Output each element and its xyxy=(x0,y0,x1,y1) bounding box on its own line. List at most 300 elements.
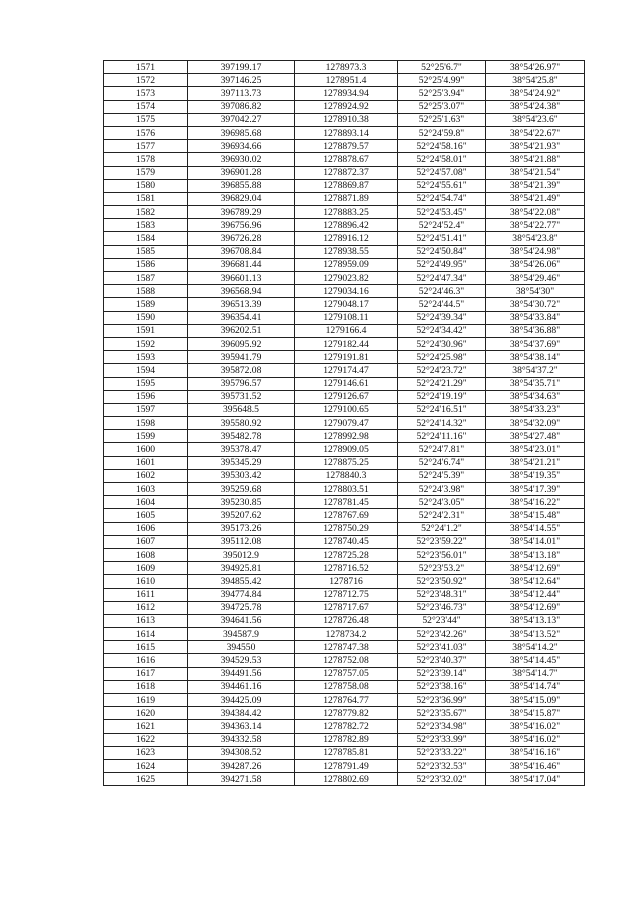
x-coordinate-cell: 395112.08 xyxy=(188,535,295,548)
latitude-cell: 52°24'14.32" xyxy=(398,417,486,430)
y-coordinate-cell: 1278869.87 xyxy=(295,179,398,192)
latitude-cell: 52°24'3.98" xyxy=(398,483,486,496)
latitude-cell: 52°24'1.2" xyxy=(398,522,486,535)
longitude-cell: 38°54'34.63" xyxy=(486,390,585,403)
table-row xyxy=(104,232,585,245)
y-coordinate-cell: 1278726.48 xyxy=(295,614,398,627)
point-number-cell: 1593 xyxy=(104,351,188,364)
table-row xyxy=(104,390,585,403)
latitude-cell: 52°25'3.07" xyxy=(398,100,486,113)
longitude-cell: 38°54'12.69" xyxy=(486,562,585,575)
table-row xyxy=(104,720,585,733)
table-row xyxy=(104,733,585,746)
y-coordinate-cell: 1278717.67 xyxy=(295,601,398,614)
longitude-cell: 38°54'21.88" xyxy=(486,153,585,166)
latitude-cell: 52°24'19.19" xyxy=(398,390,486,403)
x-coordinate-cell: 394529.53 xyxy=(188,654,295,667)
latitude-cell: 52°23'44" xyxy=(398,614,486,627)
longitude-cell: 38°54'17.39" xyxy=(486,483,585,496)
latitude-cell: 52°24'59.8" xyxy=(398,126,486,139)
table-row xyxy=(104,759,585,772)
x-coordinate-cell: 396934.66 xyxy=(188,140,295,153)
table-row xyxy=(104,562,585,575)
longitude-cell: 38°54'33.84" xyxy=(486,311,585,324)
point-number-cell: 1615 xyxy=(104,641,188,654)
table-row xyxy=(104,667,585,680)
x-coordinate-cell: 394425.09 xyxy=(188,694,295,707)
x-coordinate-cell: 397086.82 xyxy=(188,100,295,113)
x-coordinate-cell: 395872.08 xyxy=(188,364,295,377)
y-coordinate-cell: 1279191.81 xyxy=(295,351,398,364)
y-coordinate-cell: 1279108.11 xyxy=(295,311,398,324)
table-row xyxy=(104,74,585,87)
table-row xyxy=(104,245,585,258)
table-row xyxy=(104,87,585,100)
y-coordinate-cell: 1278716 xyxy=(295,575,398,588)
point-number-cell: 1594 xyxy=(104,364,188,377)
longitude-cell: 38°54'38.14" xyxy=(486,351,585,364)
longitude-cell: 38°54'27.48" xyxy=(486,430,585,443)
table-row xyxy=(104,628,585,641)
longitude-cell: 38°54'17.04" xyxy=(486,773,585,786)
table-row xyxy=(104,324,585,337)
x-coordinate-cell: 395482.78 xyxy=(188,430,295,443)
longitude-cell: 38°54'15.09" xyxy=(486,694,585,707)
table-row xyxy=(104,654,585,667)
longitude-cell: 38°54'15.87" xyxy=(486,707,585,720)
latitude-cell: 52°24'3.05" xyxy=(398,496,486,509)
y-coordinate-cell: 1278910.38 xyxy=(295,113,398,126)
table-row xyxy=(104,258,585,271)
latitude-cell: 52°24'58.16" xyxy=(398,140,486,153)
point-number-cell: 1571 xyxy=(104,61,188,74)
y-coordinate-cell: 1278879.57 xyxy=(295,140,398,153)
table-row xyxy=(104,153,585,166)
latitude-cell: 52°25'6.7" xyxy=(398,61,486,74)
point-number-cell: 1577 xyxy=(104,140,188,153)
table-row xyxy=(104,126,585,139)
longitude-cell: 38°54'13.52" xyxy=(486,628,585,641)
y-coordinate-cell: 1278992.98 xyxy=(295,430,398,443)
longitude-cell: 38°54'35.71" xyxy=(486,377,585,390)
x-coordinate-cell: 394550 xyxy=(188,641,295,654)
y-coordinate-cell: 1279166.4 xyxy=(295,324,398,337)
y-coordinate-cell: 1278781.45 xyxy=(295,496,398,509)
y-coordinate-cell: 1279100.65 xyxy=(295,403,398,416)
x-coordinate-cell: 396726.28 xyxy=(188,232,295,245)
y-coordinate-cell: 1278934.94 xyxy=(295,87,398,100)
point-number-cell: 1583 xyxy=(104,219,188,232)
table-row xyxy=(104,680,585,693)
y-coordinate-cell: 1278757.05 xyxy=(295,667,398,680)
longitude-cell: 38°54'13.18" xyxy=(486,548,585,561)
x-coordinate-cell: 396789.29 xyxy=(188,206,295,219)
latitude-cell: 52°23'56.01" xyxy=(398,548,486,561)
x-coordinate-cell: 396901.28 xyxy=(188,166,295,179)
longitude-cell: 38°54'15.48" xyxy=(486,509,585,522)
point-number-cell: 1574 xyxy=(104,100,188,113)
point-number-cell: 1591 xyxy=(104,324,188,337)
latitude-cell: 52°24'16.51" xyxy=(398,403,486,416)
x-coordinate-cell: 397146.25 xyxy=(188,74,295,87)
x-coordinate-cell: 394363.14 xyxy=(188,720,295,733)
y-coordinate-cell: 1278959.09 xyxy=(295,258,398,271)
latitude-cell: 52°23'33.99" xyxy=(398,733,486,746)
table-row xyxy=(104,166,585,179)
x-coordinate-cell: 396829.04 xyxy=(188,192,295,205)
table-row xyxy=(104,192,585,205)
table-row xyxy=(104,337,585,350)
latitude-cell: 52°25'1.63" xyxy=(398,113,486,126)
latitude-cell: 52°24'2.31" xyxy=(398,509,486,522)
latitude-cell: 52°24'54.74" xyxy=(398,192,486,205)
x-coordinate-cell: 394461.16 xyxy=(188,680,295,693)
longitude-cell: 38°54'22.77" xyxy=(486,219,585,232)
y-coordinate-cell: 1278878.67 xyxy=(295,153,398,166)
longitude-cell: 38°54'16.46" xyxy=(486,759,585,772)
y-coordinate-cell: 1278779.82 xyxy=(295,707,398,720)
point-number-cell: 1621 xyxy=(104,720,188,733)
latitude-cell: 52°24'34.42" xyxy=(398,324,486,337)
table-row xyxy=(104,456,585,469)
latitude-cell: 52°24'50.84" xyxy=(398,245,486,258)
y-coordinate-cell: 1278938.55 xyxy=(295,245,398,258)
point-number-cell: 1608 xyxy=(104,548,188,561)
point-number-cell: 1575 xyxy=(104,113,188,126)
x-coordinate-cell: 394925.81 xyxy=(188,562,295,575)
point-number-cell: 1579 xyxy=(104,166,188,179)
y-coordinate-cell: 1278764.77 xyxy=(295,694,398,707)
latitude-cell: 52°24'7.81" xyxy=(398,443,486,456)
point-number-cell: 1609 xyxy=(104,562,188,575)
longitude-cell: 38°54'24.92" xyxy=(486,87,585,100)
point-number-cell: 1616 xyxy=(104,654,188,667)
point-number-cell: 1622 xyxy=(104,733,188,746)
latitude-cell: 52°24'55.61" xyxy=(398,179,486,192)
x-coordinate-cell: 394855.42 xyxy=(188,575,295,588)
table-row xyxy=(104,272,585,285)
latitude-cell: 52°25'4.99" xyxy=(398,74,486,87)
point-number-cell: 1602 xyxy=(104,469,188,482)
table-row xyxy=(104,285,585,298)
y-coordinate-cell: 1278916.12 xyxy=(295,232,398,245)
point-number-cell: 1611 xyxy=(104,588,188,601)
longitude-cell: 38°54'36.88" xyxy=(486,324,585,337)
x-coordinate-cell: 394332.58 xyxy=(188,733,295,746)
y-coordinate-cell: 1279079.47 xyxy=(295,417,398,430)
table-row xyxy=(104,443,585,456)
x-coordinate-cell: 396601.13 xyxy=(188,272,295,285)
y-coordinate-cell: 1278734.2 xyxy=(295,628,398,641)
longitude-cell: 38°54'14.2" xyxy=(486,641,585,654)
latitude-cell: 52°23'42.26" xyxy=(398,628,486,641)
point-number-cell: 1573 xyxy=(104,87,188,100)
point-number-cell: 1620 xyxy=(104,707,188,720)
x-coordinate-cell: 396930.02 xyxy=(188,153,295,166)
y-coordinate-cell: 1278802.69 xyxy=(295,773,398,786)
point-number-cell: 1624 xyxy=(104,759,188,772)
longitude-cell: 38°54'14.45" xyxy=(486,654,585,667)
latitude-cell: 52°24'30.96" xyxy=(398,337,486,350)
x-coordinate-cell: 395378.47 xyxy=(188,443,295,456)
table-row xyxy=(104,377,585,390)
y-coordinate-cell: 1278750.29 xyxy=(295,522,398,535)
x-coordinate-cell: 394774.84 xyxy=(188,588,295,601)
longitude-cell: 38°54'14.01" xyxy=(486,535,585,548)
point-number-cell: 1585 xyxy=(104,245,188,258)
longitude-cell: 38°54'26.06" xyxy=(486,258,585,271)
y-coordinate-cell: 1278758.08 xyxy=(295,680,398,693)
x-coordinate-cell: 394287.26 xyxy=(188,759,295,772)
table-row xyxy=(104,496,585,509)
point-number-cell: 1623 xyxy=(104,746,188,759)
x-coordinate-cell: 396708.84 xyxy=(188,245,295,258)
longitude-cell: 38°54'25.8" xyxy=(486,74,585,87)
x-coordinate-cell: 396756.96 xyxy=(188,219,295,232)
point-number-cell: 1598 xyxy=(104,417,188,430)
longitude-cell: 38°54'24.38" xyxy=(486,100,585,113)
table-row xyxy=(104,430,585,443)
y-coordinate-cell: 1279048.17 xyxy=(295,298,398,311)
y-coordinate-cell: 1278791.49 xyxy=(295,759,398,772)
table-row xyxy=(104,641,585,654)
point-number-cell: 1619 xyxy=(104,694,188,707)
table-row xyxy=(104,522,585,535)
y-coordinate-cell: 1278725.28 xyxy=(295,548,398,561)
x-coordinate-cell: 395731.52 xyxy=(188,390,295,403)
latitude-cell: 52°23'41.03" xyxy=(398,641,486,654)
y-coordinate-cell: 1278712.75 xyxy=(295,588,398,601)
point-number-cell: 1600 xyxy=(104,443,188,456)
y-coordinate-cell: 1278883.25 xyxy=(295,206,398,219)
table-row xyxy=(104,548,585,561)
latitude-cell: 52°24'46.3" xyxy=(398,285,486,298)
longitude-cell: 38°54'19.35" xyxy=(486,469,585,482)
table-row xyxy=(104,509,585,522)
latitude-cell: 52°24'44.5" xyxy=(398,298,486,311)
x-coordinate-cell: 396513.39 xyxy=(188,298,295,311)
y-coordinate-cell: 1279126.67 xyxy=(295,390,398,403)
longitude-cell: 38°54'37.2" xyxy=(486,364,585,377)
y-coordinate-cell: 1278785.81 xyxy=(295,746,398,759)
latitude-cell: 52°23'32.02" xyxy=(398,773,486,786)
x-coordinate-cell: 395796.57 xyxy=(188,377,295,390)
latitude-cell: 52°23'32.53" xyxy=(398,759,486,772)
point-number-cell: 1580 xyxy=(104,179,188,192)
latitude-cell: 52°24'5.39" xyxy=(398,469,486,482)
latitude-cell: 52°24'53.45" xyxy=(398,206,486,219)
point-number-cell: 1599 xyxy=(104,430,188,443)
longitude-cell: 38°54'14.55" xyxy=(486,522,585,535)
latitude-cell: 52°24'47.34" xyxy=(398,272,486,285)
table-row xyxy=(104,575,585,588)
longitude-cell: 38°54'14.74" xyxy=(486,680,585,693)
longitude-cell: 38°54'33.23" xyxy=(486,403,585,416)
x-coordinate-cell: 396855.88 xyxy=(188,179,295,192)
latitude-cell: 52°24'52.4" xyxy=(398,219,486,232)
y-coordinate-cell: 1278740.45 xyxy=(295,535,398,548)
longitude-cell: 38°54'23.01" xyxy=(486,443,585,456)
latitude-cell: 52°24'11.16" xyxy=(398,430,486,443)
longitude-cell: 38°54'21.93" xyxy=(486,140,585,153)
table-row xyxy=(104,364,585,377)
x-coordinate-cell: 394641.56 xyxy=(188,614,295,627)
table-row xyxy=(104,113,585,126)
table-row xyxy=(104,483,585,496)
x-coordinate-cell: 395207.62 xyxy=(188,509,295,522)
y-coordinate-cell: 1278924.92 xyxy=(295,100,398,113)
point-number-cell: 1597 xyxy=(104,403,188,416)
longitude-cell: 38°54'12.64" xyxy=(486,575,585,588)
point-number-cell: 1584 xyxy=(104,232,188,245)
point-number-cell: 1586 xyxy=(104,258,188,271)
y-coordinate-cell: 1278875.25 xyxy=(295,456,398,469)
y-coordinate-cell: 1279182.44 xyxy=(295,337,398,350)
x-coordinate-cell: 396095.92 xyxy=(188,337,295,350)
longitude-cell: 38°54'37.69" xyxy=(486,337,585,350)
x-coordinate-cell: 394271.58 xyxy=(188,773,295,786)
y-coordinate-cell: 1279174.47 xyxy=(295,364,398,377)
longitude-cell: 38°54'24.98" xyxy=(486,245,585,258)
x-coordinate-cell: 396354.41 xyxy=(188,311,295,324)
longitude-cell: 38°54'13.13" xyxy=(486,614,585,627)
y-coordinate-cell: 1278951.4 xyxy=(295,74,398,87)
y-coordinate-cell: 1278909.05 xyxy=(295,443,398,456)
point-number-cell: 1588 xyxy=(104,285,188,298)
latitude-cell: 52°23'40.37" xyxy=(398,654,486,667)
longitude-cell: 38°54'21.39" xyxy=(486,179,585,192)
longitude-cell: 38°54'23.8" xyxy=(486,232,585,245)
longitude-cell: 38°54'14.7" xyxy=(486,667,585,680)
point-number-cell: 1603 xyxy=(104,483,188,496)
latitude-cell: 52°23'53.2" xyxy=(398,562,486,575)
table-row xyxy=(104,219,585,232)
latitude-cell: 52°23'33.22" xyxy=(398,746,486,759)
longitude-cell: 38°54'32.09" xyxy=(486,417,585,430)
table-row xyxy=(104,403,585,416)
point-number-cell: 1590 xyxy=(104,311,188,324)
point-number-cell: 1576 xyxy=(104,126,188,139)
latitude-cell: 52°24'49.95" xyxy=(398,258,486,271)
x-coordinate-cell: 395259.68 xyxy=(188,483,295,496)
longitude-cell: 38°54'22.08" xyxy=(486,206,585,219)
latitude-cell: 52°23'46.73" xyxy=(398,601,486,614)
point-number-cell: 1625 xyxy=(104,773,188,786)
latitude-cell: 52°24'58.01" xyxy=(398,153,486,166)
y-coordinate-cell: 1278872.37 xyxy=(295,166,398,179)
latitude-cell: 52°24'6.74" xyxy=(398,456,486,469)
y-coordinate-cell: 1278973.3 xyxy=(295,61,398,74)
table-row xyxy=(104,694,585,707)
point-number-cell: 1582 xyxy=(104,206,188,219)
point-number-cell: 1601 xyxy=(104,456,188,469)
y-coordinate-cell: 1278871.89 xyxy=(295,192,398,205)
y-coordinate-cell: 1278896.42 xyxy=(295,219,398,232)
point-number-cell: 1578 xyxy=(104,153,188,166)
table-row xyxy=(104,707,585,720)
longitude-cell: 38°54'30" xyxy=(486,285,585,298)
point-number-cell: 1589 xyxy=(104,298,188,311)
y-coordinate-cell: 1278893.14 xyxy=(295,126,398,139)
x-coordinate-cell: 397199.17 xyxy=(188,61,295,74)
table-row xyxy=(104,773,585,786)
coordinates-table-body xyxy=(104,61,585,786)
longitude-cell: 38°54'22.67" xyxy=(486,126,585,139)
table-row xyxy=(104,588,585,601)
latitude-cell: 52°23'48.31" xyxy=(398,588,486,601)
y-coordinate-cell: 1278752.08 xyxy=(295,654,398,667)
table-row xyxy=(104,179,585,192)
x-coordinate-cell: 394308.52 xyxy=(188,746,295,759)
latitude-cell: 52°23'35.67" xyxy=(398,707,486,720)
point-number-cell: 1595 xyxy=(104,377,188,390)
latitude-cell: 52°24'23.72" xyxy=(398,364,486,377)
x-coordinate-cell: 395303.42 xyxy=(188,469,295,482)
table-row xyxy=(104,469,585,482)
x-coordinate-cell: 397042.27 xyxy=(188,113,295,126)
point-number-cell: 1605 xyxy=(104,509,188,522)
y-coordinate-cell: 1278716.52 xyxy=(295,562,398,575)
x-coordinate-cell: 395230.85 xyxy=(188,496,295,509)
longitude-cell: 38°54'30.72" xyxy=(486,298,585,311)
x-coordinate-cell: 394725.78 xyxy=(188,601,295,614)
latitude-cell: 52°23'59.22" xyxy=(398,535,486,548)
point-number-cell: 1604 xyxy=(104,496,188,509)
table-row xyxy=(104,100,585,113)
longitude-cell: 38°54'29.46" xyxy=(486,272,585,285)
point-number-cell: 1596 xyxy=(104,390,188,403)
longitude-cell: 38°54'21.49" xyxy=(486,192,585,205)
y-coordinate-cell: 1279146.61 xyxy=(295,377,398,390)
x-coordinate-cell: 395173.26 xyxy=(188,522,295,535)
x-coordinate-cell: 396568.94 xyxy=(188,285,295,298)
x-coordinate-cell: 396202.51 xyxy=(188,324,295,337)
latitude-cell: 52°23'36.99" xyxy=(398,694,486,707)
table-row xyxy=(104,535,585,548)
table-row xyxy=(104,311,585,324)
longitude-cell: 38°54'16.02" xyxy=(486,720,585,733)
x-coordinate-cell: 395941.79 xyxy=(188,351,295,364)
x-coordinate-cell: 395012.9 xyxy=(188,548,295,561)
latitude-cell: 52°24'39.34" xyxy=(398,311,486,324)
point-number-cell: 1613 xyxy=(104,614,188,627)
y-coordinate-cell: 1278803.51 xyxy=(295,483,398,496)
point-number-cell: 1614 xyxy=(104,628,188,641)
longitude-cell: 38°54'21.21" xyxy=(486,456,585,469)
point-number-cell: 1592 xyxy=(104,337,188,350)
x-coordinate-cell: 396681.44 xyxy=(188,258,295,271)
y-coordinate-cell: 1279023.82 xyxy=(295,272,398,285)
table-row xyxy=(104,614,585,627)
table-row xyxy=(104,601,585,614)
table-row xyxy=(104,206,585,219)
x-coordinate-cell: 395580.92 xyxy=(188,417,295,430)
point-number-cell: 1618 xyxy=(104,680,188,693)
point-number-cell: 1606 xyxy=(104,522,188,535)
point-number-cell: 1617 xyxy=(104,667,188,680)
table-row xyxy=(104,351,585,364)
longitude-cell: 38°54'16.02" xyxy=(486,733,585,746)
latitude-cell: 52°23'38.16" xyxy=(398,680,486,693)
table-row xyxy=(104,417,585,430)
x-coordinate-cell: 396985.68 xyxy=(188,126,295,139)
table-row xyxy=(104,61,585,74)
y-coordinate-cell: 1278767.69 xyxy=(295,509,398,522)
longitude-cell: 38°54'12.44" xyxy=(486,588,585,601)
longitude-cell: 38°54'16.16" xyxy=(486,746,585,759)
longitude-cell: 38°54'23.6" xyxy=(486,113,585,126)
point-number-cell: 1612 xyxy=(104,601,188,614)
